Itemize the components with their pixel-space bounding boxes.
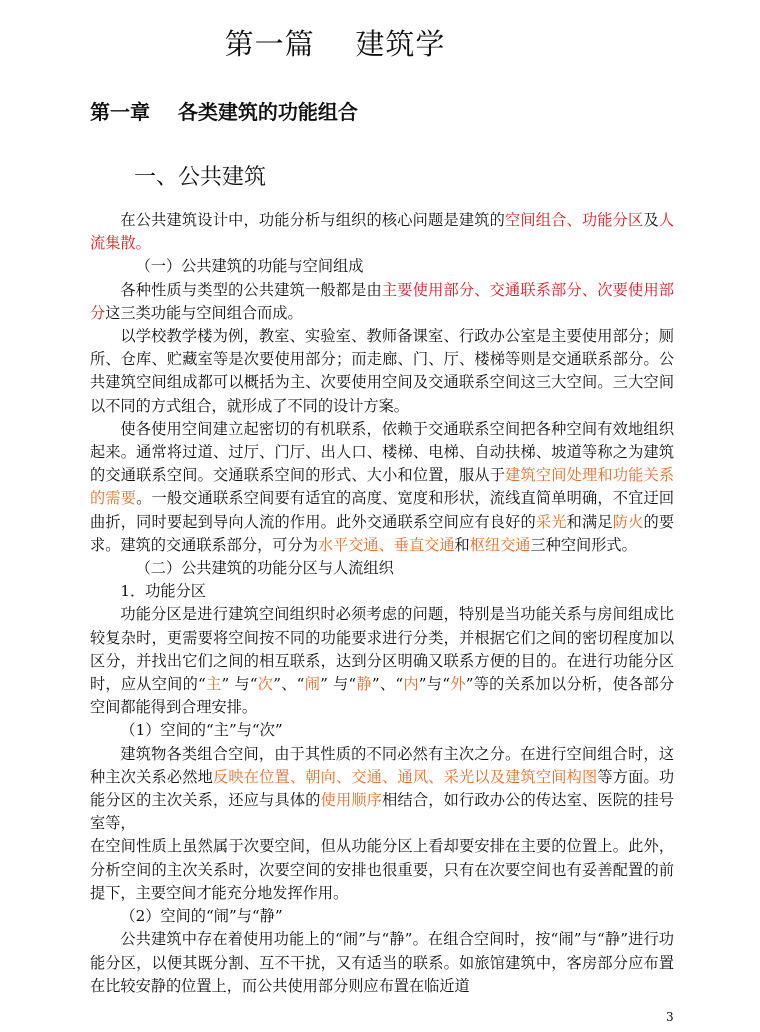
highlighted-term: 内 (403, 675, 419, 694)
item-heading: （1）空间的“主”与“次” (120, 721, 283, 740)
highlighted-term: 反映在位置、朝向、交通、通风、采光以及建筑空间构图 (213, 767, 598, 786)
paragraph: 以学校教学楼为例，教室、实验室、教师备课室、行政办公室是主要使用部分；厕所、仓库、贮藏室等是次要使用部分；而走廊、门、厅、楼梯等则是交通联系部分。公共建筑空间组成都可以概括为主、次要使用空间及交通联系空间这三大空间。三大空间以不同的方式组合，就形成了不同的设计方案。 (90, 327, 674, 415)
highlighted-term: 闹 (304, 675, 321, 694)
section-title: 一、公共建筑 (134, 165, 267, 190)
highlighted-term: 防火 (612, 512, 644, 531)
subsection-heading: （二）公共建筑的功能分区与人流组织 (135, 559, 394, 578)
item-heading: 1．功能分区 (120, 582, 206, 601)
highlighted-term: 静 (356, 675, 372, 694)
paragraph: 在公共建筑设计中，功能分析与组织的核心问题是建筑的空间组合、功能分区及人流集散。 (90, 211, 675, 253)
highlighted-term: 建筑空间处理和功能关系的需要 (90, 466, 675, 508)
paragraph: 各种性质与类型的公共建筑一般都是由主要使用部分、交通联系部分、次要使用部分这三类功能与空间组合而成。 (90, 280, 675, 322)
paragraph: 在空间性质上虽然属于次要空间，但从功能分区上看却要安排在主要的位置上。此外，分析空间的主次关系时，次要空间的安排也很重要，只有在次要空间也有妥善配置的前提下，主要空间才能充分地发挥作用。 (90, 837, 674, 902)
item-heading: （2）空间的“闹”与“静” (120, 907, 283, 926)
highlighted-term: 外 (450, 675, 466, 694)
highlighted-term: 人流集散。 (90, 211, 675, 253)
highlighted-term: 主 (205, 675, 222, 694)
body-text (90, 209, 674, 998)
paragraph: 公共建筑中存在着使用功能上的“闹”与“静”。在组合空间时，按“闹”与“静”进行功能分区，以便其既分割、互不干扰，又有适当的联系。如旅馆建筑中，客房部分应布置在比较安静的位置上，而公共使用部分则应布置在临近道 (90, 930, 674, 995)
highlighted-term: 枢纽交通 (469, 535, 531, 554)
subsection-heading: （一）公共建筑的功能与空间组成 (135, 257, 364, 276)
paragraph: 使各使用空间建立起密切的有机联系，依赖于交通联系空间把各种空间有效地组织起来。通常将过道、过厅、门厅、出人口、楼梯、电梯、自动扶梯、坡道等称之为建筑的交通联系空间。交通联系空间的形式、大小和位置，服从于建筑空间处理和功能关系的需要。一般交通联系空间要有适宜的高度、宽度和形状，流线直简单明确，不宜迂回曲折，同时要起到导向人流的作用。此外交通联系空间应有良好的采光和满足防火的要求。建筑的交通联系部分，可分为水平交通、垂直交通和枢纽交通三种空间形式。 (90, 419, 675, 554)
highlighted-term: 空间组合、功能分区 (504, 211, 644, 229)
chapter-title: 第一章 各类建筑的功能组合 (90, 100, 358, 124)
paragraph: 功能分区是进行建筑空间组织时必须考虑的问题，特别是当功能关系与房间组成比较复杂时，更需要将空间按不同的功能要求进行分类，并根据它们之间的密切程度加以区分，并找出它们之间的相互联系，达到分区明确又联系方便的目的。在进行功能分区时，应从空间的“主” 与“次”、“闹” 与“静”、“内”与“外”等的关系加以分析，使各部分空间都能得到合理安排。 (90, 605, 675, 717)
paragraph: 建筑物各类组合空间，由于其性质的不同必然有主次之分。在进行空间组合时，这种主次关系必然地反映在位置、朝向、交通、通风、采光以及建筑空间构图等方面。功能分区的主次关系，还应与具体的使用顺序相结合，如行政办公的传达室、医院的挂号室等， (90, 744, 675, 833)
highlighted-term: 水平交通、垂直交通 (317, 535, 455, 554)
part-title: 第一篇 建筑学 (224, 27, 446, 61)
highlighted-term: 采光 (535, 512, 567, 531)
highlighted-term: 使用顺序 (320, 791, 383, 810)
highlighted-term: 次 (257, 675, 274, 694)
page-number: 3 (666, 1010, 674, 1024)
highlighted-term: 主要使用部分、交通联系部分、次要使用部分 (90, 280, 675, 322)
